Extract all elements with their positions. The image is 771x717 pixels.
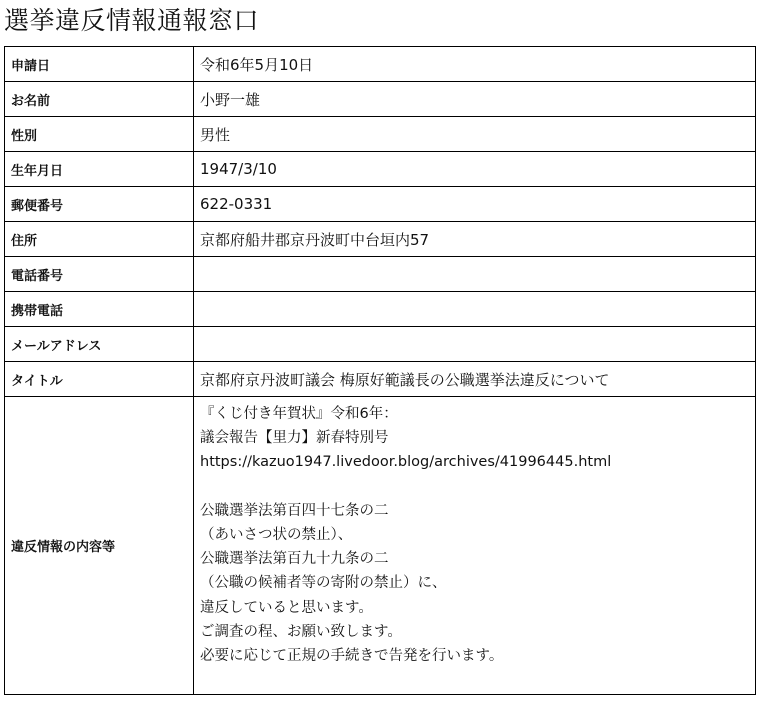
gender-value: 男性 — [194, 117, 756, 152]
postal-code-value: 622-0331 — [194, 187, 756, 222]
form-row-phone — [5, 257, 756, 292]
title-label: タイトル — [5, 362, 194, 397]
page-title: 選挙違反情報通報窓口 — [4, 6, 260, 35]
form-row-mobile — [5, 292, 756, 327]
postal-code-label: 郵便番号 — [5, 187, 194, 222]
form-row-gender — [5, 117, 756, 152]
birthdate-label: 生年月日 — [5, 152, 194, 187]
email-label: メールアドレス — [5, 327, 194, 362]
form-row-title — [5, 362, 756, 397]
phone-value — [194, 257, 756, 292]
form-row-violation-details — [5, 397, 756, 695]
violation-details-value — [194, 397, 756, 695]
name-label: お名前 — [5, 82, 194, 117]
birthdate-value: 1947/3/10 — [194, 152, 756, 187]
mobile-value — [194, 292, 756, 327]
content-line: 議会報告【里力】新春特別号 — [200, 430, 389, 447]
address-value: 京都府船井郡京丹波町中台垣内57 — [194, 222, 756, 257]
content-line: ご調査の程、お願い致します。 — [200, 623, 402, 640]
content-line: 必要に応じて正規の手続きで告発を行います。 — [200, 648, 504, 665]
content-line: （公職の候補者等の寄附の禁止）に、 — [200, 575, 447, 592]
mobile-label: 携帯電話 — [5, 292, 194, 327]
violation-details-label: 違反情報の内容等 — [5, 397, 194, 695]
content-line — [200, 475, 749, 499]
form-row-email — [5, 327, 756, 362]
content-line: 公職選挙法第百四十七条の二 — [200, 502, 389, 519]
address-label: 住所 — [5, 222, 194, 257]
content-link-line: https://kazuo1947.livedoor.blog/archives/41996445.html — [200, 454, 612, 471]
application-date-value: 令和6年5月10日 — [194, 47, 756, 82]
content-line: （あいさつ状の禁止）、 — [200, 527, 353, 543]
form-row-application-date — [5, 47, 756, 82]
email-value — [194, 327, 756, 362]
gender-label: 性別 — [5, 117, 194, 152]
form-row-postal-code — [5, 187, 756, 222]
name-value: 小野一雄 — [194, 82, 756, 117]
phone-label: 電話番号 — [5, 257, 194, 292]
content-line: 違反していると思います。 — [200, 599, 373, 616]
report-form-table — [4, 46, 756, 695]
form-row-address — [5, 222, 756, 257]
form-row-birthdate — [5, 152, 756, 187]
form-row-name — [5, 82, 756, 117]
application-date-label: 申請日 — [5, 47, 194, 82]
content-line: 『くじ付き年賀状』令和6年： — [200, 406, 398, 422]
title-value: 京都府京丹波町議会 梅原好範議長の公職選挙法違反について — [194, 362, 756, 397]
content-line: 公職選挙法第百九十九条の二 — [200, 551, 389, 568]
